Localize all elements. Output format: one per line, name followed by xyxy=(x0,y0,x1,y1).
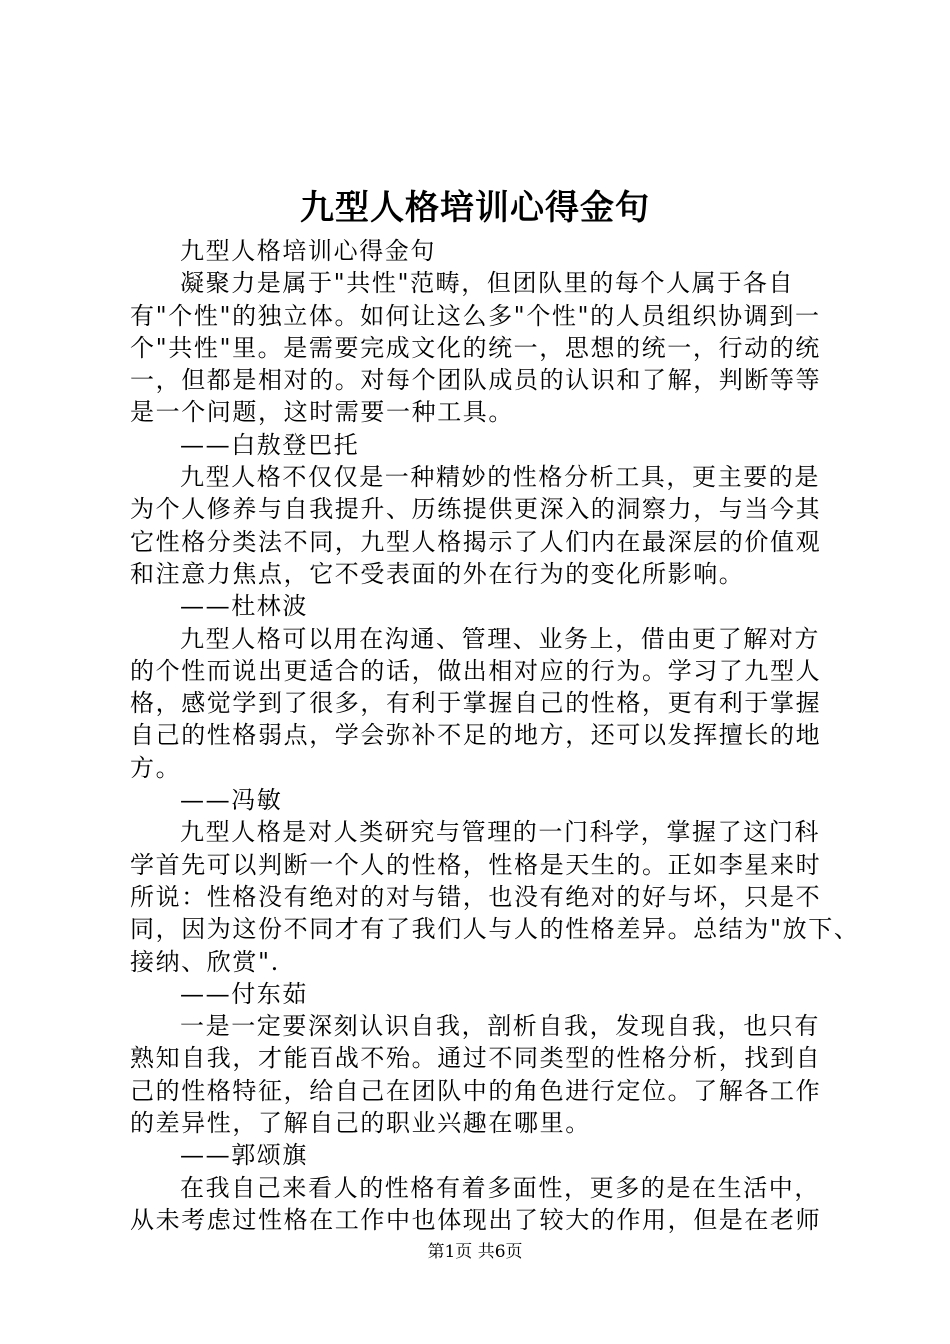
paragraph-line: 和注意力焦点，它不受表面的外在行为的变化所影响。 xyxy=(130,559,745,588)
paragraph-line: 同，因为这份不同才有了我们人与人的性格差异。总结为"放下、 xyxy=(130,915,860,944)
document-body xyxy=(130,235,860,1236)
page-number-footer: 第1页 共6页 xyxy=(427,1242,523,1262)
paragraph-line: 己的性格特征，给自己在团队中的角色进行定位。了解各工作 xyxy=(130,1076,822,1105)
document-title: 九型人格培训心得金句 xyxy=(300,188,650,228)
author-attribution: ——杜林波 xyxy=(180,592,308,621)
author-attribution: ——冯敏 xyxy=(180,786,283,815)
paragraph-line: 自己的性格弱点，学会弥补不足的地方，还可以发挥擅长的地 xyxy=(130,721,822,750)
paragraph-line: 从未考虑过性格在工作中也体现出了较大的作用，但是在老师 xyxy=(130,1205,822,1234)
author-attribution: ——白敖登巴托 xyxy=(180,430,360,459)
author-attribution: ——郭颂旗 xyxy=(180,1141,308,1170)
author-attribution: ——付东茹 xyxy=(180,979,308,1008)
subtitle-line: 九型人格培训心得金句 xyxy=(180,237,436,265)
paragraph-line: 接纳、欣赏". xyxy=(130,947,280,976)
paragraph-line: 凝聚力是属于"共性"范畴，但团队里的每个人属于各自 xyxy=(180,269,795,298)
paragraph-line: 九型人格不仅仅是一种精妙的性格分析工具，更主要的是 xyxy=(180,463,820,492)
paragraph-line: 是一个问题，这时需要一种工具。 xyxy=(130,398,514,427)
paragraph-line: 个"共性"里。是需要完成文化的统一，思想的统一，行动的统 xyxy=(130,333,821,362)
paragraph-line: 格，感觉学到了很多，有利于掌握自己的性格，更有利于掌握 xyxy=(130,689,822,718)
paragraph-line: 九型人格是对人类研究与管理的一门科学，掌握了这门科 xyxy=(180,818,820,847)
paragraph-line: 的差异性，了解自己的职业兴趣在哪里。 xyxy=(130,1109,591,1138)
paragraph-line: 一，但都是相对的。对每个团队成员的认识和了解，判断等等 xyxy=(130,366,822,395)
paragraph-line: 的个性而说出更适合的话，做出相对应的行为。学习了九型人 xyxy=(130,656,822,685)
paragraph-line: 为个人修养与自我提升、历练提供更深入的洞察力，与当今其 xyxy=(130,495,822,524)
paragraph-line: 有"个性"的独立体。如何让这么多"个性"的人员组织协调到一 xyxy=(130,301,821,330)
paragraph-line: 熟知自我，才能百战不殆。通过不同类型的性格分析，找到自 xyxy=(130,1044,822,1073)
paragraph-line: 在我自己来看人的性格有着多面性，更多的是在生活中， xyxy=(180,1173,820,1202)
paragraph-line: 学首先可以判断一个人的性格，性格是天生的。正如李星来时 xyxy=(130,850,822,879)
paragraph-line: 它性格分类法不同，九型人格揭示了人们内在最深层的价值观 xyxy=(130,527,822,556)
paragraph-line: 方。 xyxy=(130,753,182,782)
paragraph-line: 九型人格可以用在沟通、管理、业务上，借由更了解对方 xyxy=(180,624,820,653)
paragraph-line: 所说：性格没有绝对的对与错，也没有绝对的好与坏，只是不 xyxy=(130,882,822,911)
paragraph-line: 一是一定要深刻认识自我，剖析自我，发现自我，也只有 xyxy=(180,1012,820,1041)
